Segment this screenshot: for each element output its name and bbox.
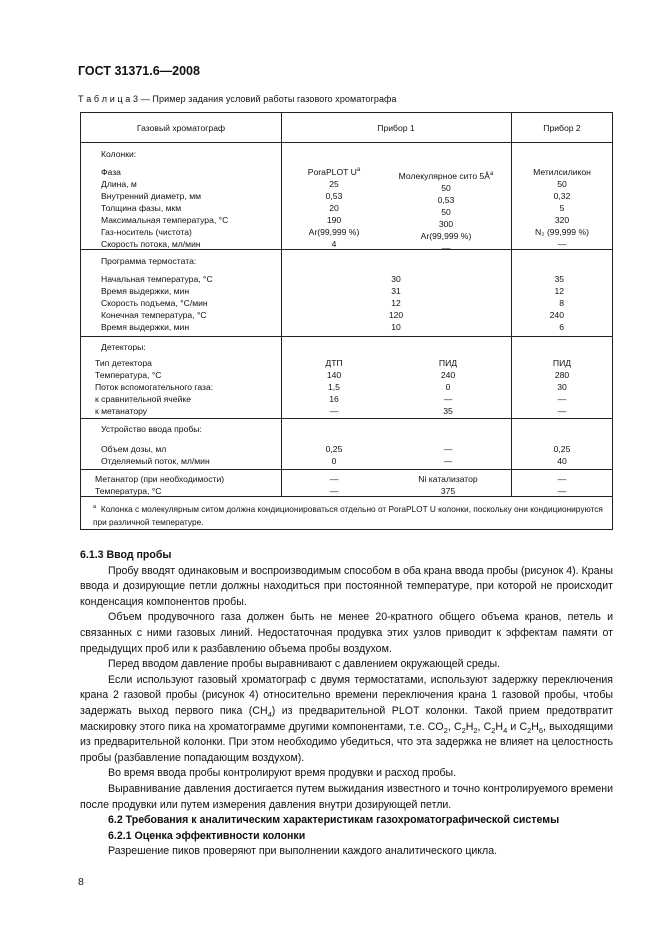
paragraph: Пробу вводят одинаковым и воспроизводимым способом в оба крана ввода пробы (рисунок 4). Краны ввода и дозирующие петли должны находиться при постоянной температуре, при которой не происходит конденсация компонентов пробы. [80,564,613,608]
paragraph: Объем продувочного газа должен быть не менее 20-кратного общего объема кранов, петель и связанных с ними газовых линий. Недостаточная продувка этих узлов приводит к эффектам памяти от предыдущих проб или к разбавлению объема пробы воздухом. [80,611,613,655]
table-footnote: $^a$ Колонка с молекулярным ситом должна кондиционироваться отдельно от PoraPLOT U колонки, поскольку они кондиционируются при различной температуре. [93,504,603,527]
col-header-chromatograph: Газовый хроматограф [136,123,226,133]
methanator-labels: Метанатор (при необходимости) Температура, °С [95,474,225,496]
injection-device2: 0,25 40 [553,444,571,466]
col-header-device1: Прибор 1 [377,123,415,133]
conditions-table [80,112,613,530]
injection-labels: Объем дозы, мл Отделяемый поток, мл/мин [101,444,210,466]
paragraph: Во время ввода пробы контролируют время продувки и расход пробы. [108,767,457,780]
detectors-device2: ПИД 280 30 — — [552,358,572,416]
methanator-device1-b: Ni катализатор 375 [418,474,478,496]
methanator-device1-a: — — [329,474,339,496]
thermostat-device1: 30 31 12 120 10 [388,274,404,332]
paragraph: Перед вводом давление пробы выравнивают с давлением окружающей среды. [108,658,501,671]
columns-device1-b: Молекулярное сито $5Å^a$ 50 0,53 50 300 Ar(99,999 %) — [398,171,494,253]
section-title-thermostat: Программа термостата: [101,256,197,266]
section-title-columns: Колонки: [101,149,137,159]
paragraph: Выравнивание давления достигается путем выжидания известного и точно контролируемого времени после продувки или путем измерения давления внутри дозирующей петли. [80,782,613,811]
col-header-device2: Прибор 2 [543,123,581,133]
methanator-device2: — — [557,474,567,496]
page-number: 8 [78,876,84,888]
body-text [80,548,613,860]
section-title-injection: Устройство ввода пробы: [101,424,202,434]
section-title-detectors: Детекторы: [101,342,146,352]
section-6-2-1-title: 6.2.1 Оценка эффективности колонки [108,829,306,842]
columns-device1-a: PoraPLOT $U^a$ 25 0,53 20 190 Ar(99,999 %) 4 [307,167,361,249]
standard-header: ГОСТ 31371.6—2008 [78,64,200,78]
thermostat-device2: 35 12 8 240 6 [549,274,564,332]
paragraph: Разрешение пиков проверяют при выполнении каждого аналитического цикла. [108,845,498,858]
paragraph: Если используют газовый хроматограф с двумя термостатами, используют задержку переключения крана 2 газовой пробы (рисунок 4) относительно времени переключения крана 1 газовой пробы, чтобы задержать выход первого пика $(CH_4)$ из предварительной PLOT колонки. Такой прием предотвратит маскировку этого пика на хроматограмме другими компонентами, т.е. $CO_2$, $C_2H_2$, $C_2H_4$ и $C_2H_6$, выходящими из предварительной колонки. При этом необходимо убедиться, что эта задержка не влияет на целостность пробы (разбавление попадающим воздухом). [80,673,613,764]
section-6-1-3-title: 6.1.3 Ввод пробы [80,549,172,561]
detectors-device1-a: ДТП 140 1,5 16 — [325,358,343,416]
injection-device1-a: 0,25 0 [325,444,343,466]
thermostat-labels: Начальная температура, °С Время выдержки, мин Скорость подъема, °С/мин Конечная температура, °С Время выдержки, мин [101,274,213,332]
detectors-device1-b: ПИД 240 0 — 35 [438,358,458,416]
columns-device2: Метилсиликон 50 0,32 5 320 N₂ (99,999 %) — [533,167,591,249]
table-caption: Т а б л и ц а 3 — Пример задания условий работы газового хроматографа [78,94,397,104]
detectors-labels: Тип детектора Температура, °С Поток вспомогательного газа: к сравнительной ячейке к метанатору [95,358,214,416]
section-6-2-title: 6.2 Требования к аналитическим характеристикам газохроматографической системы [108,814,560,827]
injection-device1-b: — — [443,444,453,466]
columns-labels: Фаза Длина, м Внутренний диаметр, мм Толщина фазы, мкм Максимальная температура, °С Газ-носитель (чистота) Скорость потока, мл/мин [101,167,229,249]
